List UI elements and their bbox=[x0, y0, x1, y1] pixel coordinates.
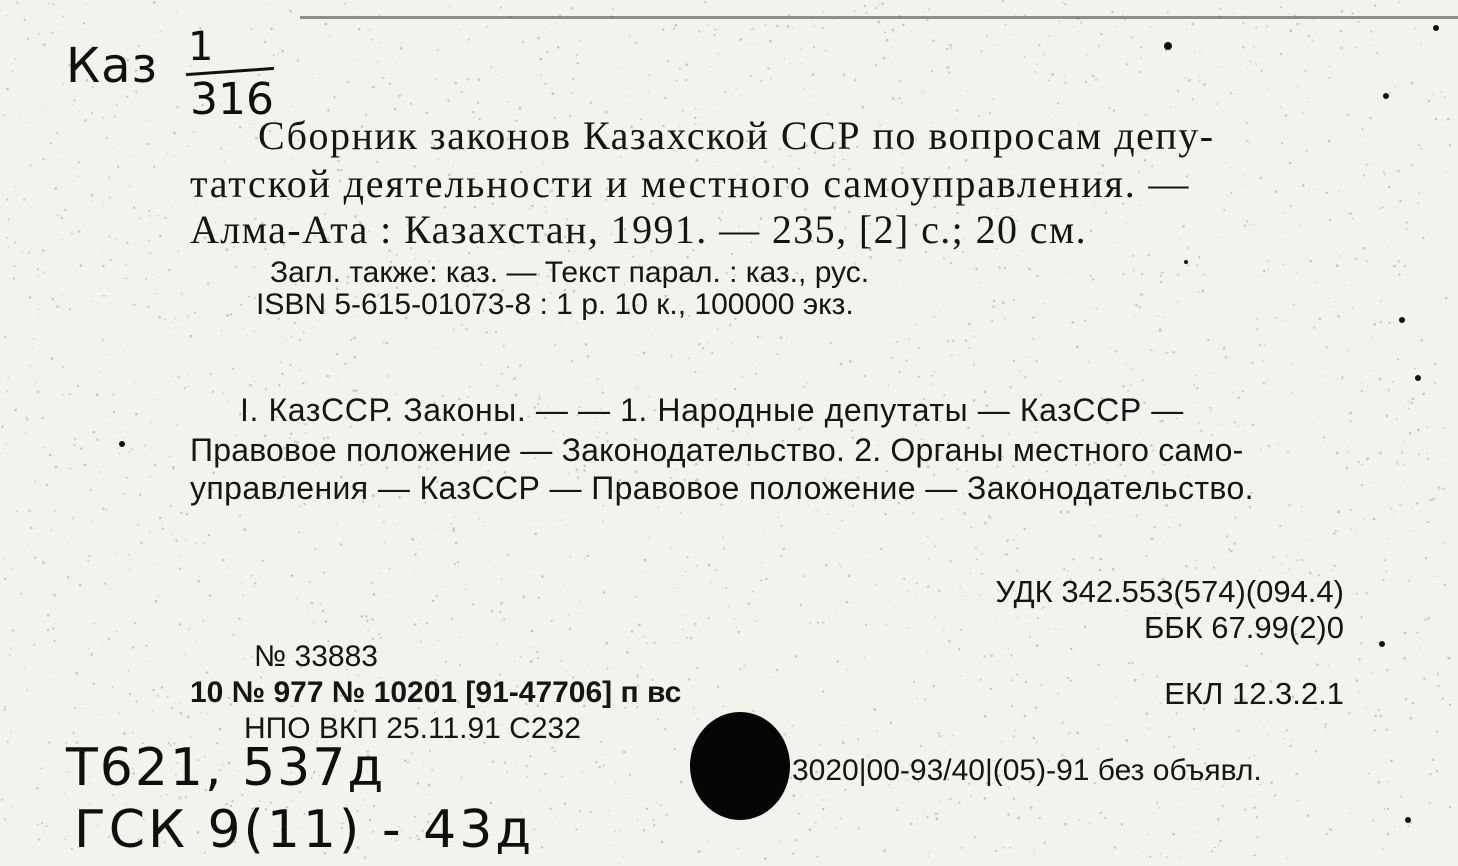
subject-line-2: Правовое положение — Законодательство. 2. Органы местного само- bbox=[190, 432, 1244, 468]
bbk-code: ББК 67.99(2)0 bbox=[1143, 610, 1344, 645]
print-info-line-2: НПО ВКП 25.11.91 С232 bbox=[244, 712, 581, 745]
shelf-mark-numerator: 1 bbox=[188, 24, 214, 70]
title-line-1: Сборник законов Казахской ССР по вопросам депу- bbox=[258, 113, 1215, 158]
title-line-2: татской деятельности и местного самоуправления. — bbox=[190, 161, 1191, 206]
note-parallel-text: Загл. также: каз. — Текст парал. : каз., рус. bbox=[270, 256, 870, 289]
card-punch-hole bbox=[690, 712, 790, 820]
note-isbn-price: ISBN 5-615-01073-8 : 1 р. 10 к., 100000 экз. bbox=[256, 288, 854, 321]
print-info-line-1: 10 № 977 № 10201 [91-47706] п вс bbox=[190, 676, 682, 709]
handwritten-inventory-2: ГСК 9(11) - 43д bbox=[74, 800, 535, 860]
ekl-code: ЕКЛ 12.3.2.1 bbox=[1164, 676, 1344, 711]
publisher-code-line: 3020|00-93/40|(05)-91 без объявл. bbox=[792, 754, 1262, 787]
title-line-3: Алма-Ата : Казахстан, 1991. — 235, [2] с.; 20 см. bbox=[190, 207, 1088, 252]
top-edge-rule bbox=[300, 16, 1458, 19]
shelf-mark-prefix: Каз bbox=[66, 38, 159, 94]
record-number: № 33883 bbox=[254, 640, 378, 673]
handwritten-inventory-1: Т621, 537д bbox=[66, 738, 386, 798]
subject-line-3: управления — КазССР — Правовое положение — Законодательство. bbox=[190, 470, 1254, 506]
udk-code: УДК 342.553(574)(094.4) bbox=[995, 574, 1344, 609]
subject-line-1: I. КазССР. Законы. — — 1. Народные депутаты — КазССР — bbox=[240, 392, 1184, 428]
shelf-mark-denominator: 316 bbox=[190, 74, 274, 125]
